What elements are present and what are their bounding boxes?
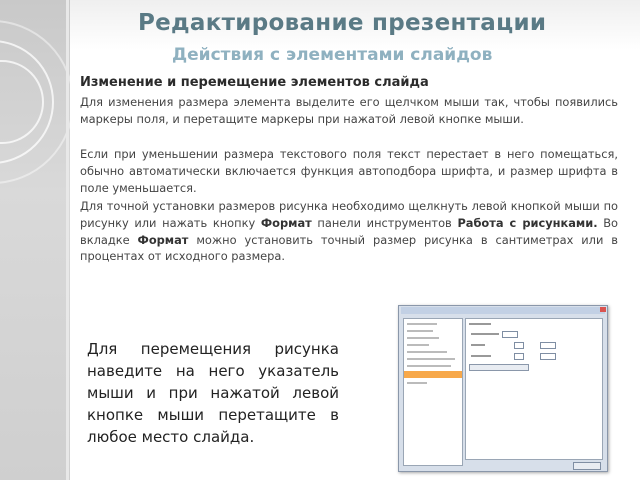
nav-line [407,344,429,346]
nav-line [407,323,437,325]
move-instruction: Для перемещения рисунка наведите на него указатель мыши и при нажатой левой кнопке мыши перетащите в любое место слайда. [87,340,339,446]
format-picture-dialog-image [398,305,608,472]
panel-line [469,323,491,325]
nav-item-selected [404,371,462,378]
sidebar-divider [66,0,69,480]
paragraph-precise-size [80,198,618,265]
spin-box [514,353,524,360]
panel-line [471,355,491,357]
nav-line [407,337,439,339]
nav-line [407,358,455,360]
bold-text-format: Формат [137,232,189,247]
select-box [502,331,518,338]
text-run: можно установить точный размер рисунка в сантиметрах или в процентах от исходного размера. [80,232,618,264]
paragraph-resize: Для изменения размера элемента выделите его щелчком мыши так, чтобы появились маркеры поля, и перетащите маркеры при нажатой левой кнопке мыши. [80,95,618,126]
text-run: Для точной установки размеров рисунка необходимо щелкнуть левой кнопкой мыши по рисунку или нажать кнопку [80,199,618,230]
text-run: панели инструментов [311,215,458,230]
panel-line [471,333,499,335]
dialog-panel [465,318,603,460]
decorative-arc [0,20,70,184]
page-title: Редактирование презентации [138,10,547,36]
nav-line [407,382,427,384]
paragraph-autofit: Если при уменьшении размера текстового поля текст перестает в него помещаться, обычно автоматически включается функция автоподбора шрифта, и размер шрифта в поле уменьшается. [80,147,618,195]
dialog-nav-list [403,318,463,466]
panel-button [469,364,529,371]
bold-text-format: Формат [260,215,312,230]
page-subtitle: Действия с элементами слайдов [172,45,493,65]
decorative-sidebar [0,0,70,480]
bold-text-picture-tools: Работа с рисунками. [457,215,598,230]
input-box [540,353,556,360]
panel-line [471,344,485,346]
section-heading: Изменение и перемещение элементов слайда [80,75,429,90]
dialog-close-button [573,462,601,470]
nav-line [407,330,433,332]
spin-box [514,342,524,349]
text-run: Во вкладке [80,215,619,247]
close-icon [600,307,606,312]
dialog-titlebar [401,307,605,314]
input-box [540,342,556,349]
nav-line [407,351,447,353]
nav-line [407,365,451,367]
